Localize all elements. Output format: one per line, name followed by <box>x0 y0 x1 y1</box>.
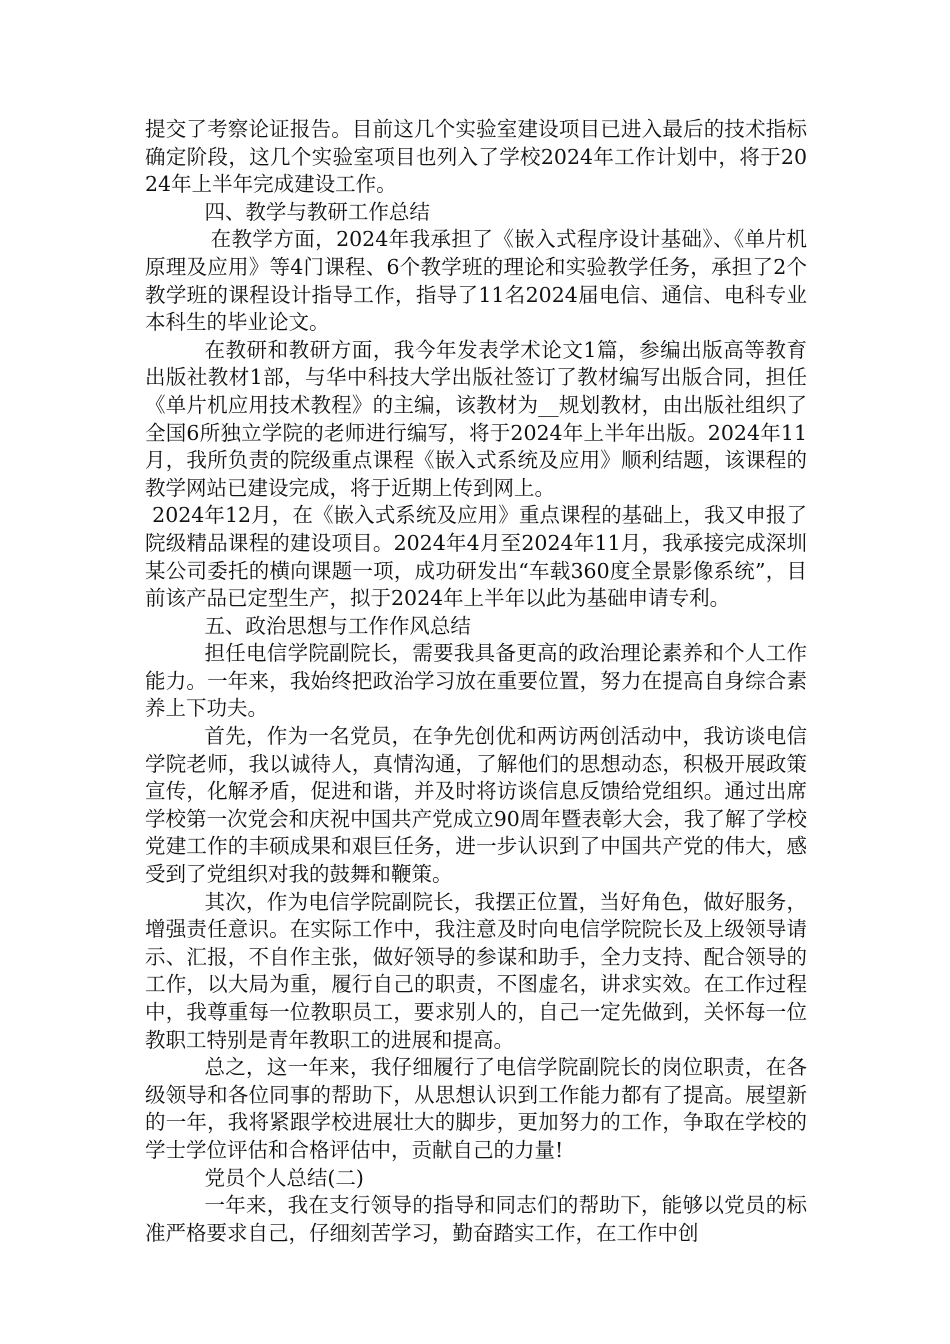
paragraph-vice-dean: 担任电信学院副院长，需要我具备更高的政治理论素养和个人工作能力。一年来，我始终把政治学习放在重要位置，努力在提高自身综合素养上下功夫。 <box>145 641 807 721</box>
paragraph-research: 在教研和教研方面，我今年发表学术论文1篇，参编出版高等教育出版社教材1部，与华中科技大学出版社签订了教材编写出版合同，担任《单片机应用技术教程》的主编，该教材为__规划教材，由出版社组织了全国6所独立学院的老师进行编写，将于2024年上半年出版。2024年11月，我所负责的院级重点课程《嵌入式系统及应用》顺利结题，该课程的教学网站已建设完成，将于近期上传到网上。 <box>145 337 807 500</box>
paragraph-lab-report: 提交了考察论证报告。目前这几个实验室建设项目已进入最后的技术指标确定阶段，这几个实验室项目也列入了学校2024年工作计划中，将于2024年上半年完成建设工作。 <box>145 117 807 197</box>
paragraph-second: 其次，作为电信学院副院长，我摆正位置，当好角色，做好服务，增强责任意识。在实际工作中，我注意及时向电信学院院长及上级领导请示、汇报，不自作主张，做好领导的参谋和助手，全力支持、配合领导的工作，以大局为重，履行自己的职责，不图虚名，讲求实效。在工作过程中，我尊重每一位教职员工，要求别人的，自己一定先做到，关怀每一位教职工特别是青年教职工的进展和提高。 <box>145 889 807 1052</box>
section-heading-politics: 五、政治思想与工作作风总结 <box>204 613 471 638</box>
paragraph-quality-course: 2024年12月，在《嵌入式系统及应用》重点课程的基础上，我又申报了院级精品课程的建设项目。2024年4月至2024年11月，我承接完成深圳某公司委托的横向课题一项，成功研发出“车载360度全景影像系统”，目前该产品已定型生产，拟于2024年上半年以此为基础申请专利。 <box>145 503 807 611</box>
document-page <box>145 116 807 1247</box>
paragraph-summary-two-intro: 一年来，我在支行领导的指导和同志们的帮助下，能够以党员的标准严格要求自己，仔细刻苦学习，勤奋踏实工作，在工作中创 <box>145 1193 807 1245</box>
paragraph-teaching: 在教学方面，2024年我承担了《嵌入式程序设计基础》、《单片机原理及应用》等4门课程、6个教学班的理论和实验教学任务，承担了2个教学班的课程设计指导工作，指导了11名2024届电信、通信、电科专业本科生的毕业论文。 <box>145 227 807 335</box>
section-heading-teaching: 四、教学与教研工作总结 <box>204 199 430 224</box>
paragraph-first: 首先，作为一名党员，在争先创优和两访两创活动中，我访谈电信学院老师，我以诚待人，真情沟通，了解他们的思想动态，积极开展政策宣传，化解矛盾，促进和谐，并及时将访谈信息反馈给党组织。通过出席学校第一次党会和庆祝中国共产党成立90周年暨表彰大会，我了解了学校党建工作的丰硕成果和艰巨任务，进一步认识到了中国共产党的伟大，感受到了党组织对我的鼓舞和鞭策。 <box>145 724 807 887</box>
section-heading-summary-two: 党员个人总结(二) <box>204 1165 364 1190</box>
paragraph-conclusion: 总之，这一年来，我仔细履行了电信学院副院长的岗位职责，在各级领导和各位同事的帮助下，从思想认识到工作能力都有了提高。展望新的一年，我将紧跟学校进展壮大的脚步，更加努力的工作，争取在学校的学士学位评估和合格评估中，贡献自己的力量! <box>145 1055 807 1162</box>
